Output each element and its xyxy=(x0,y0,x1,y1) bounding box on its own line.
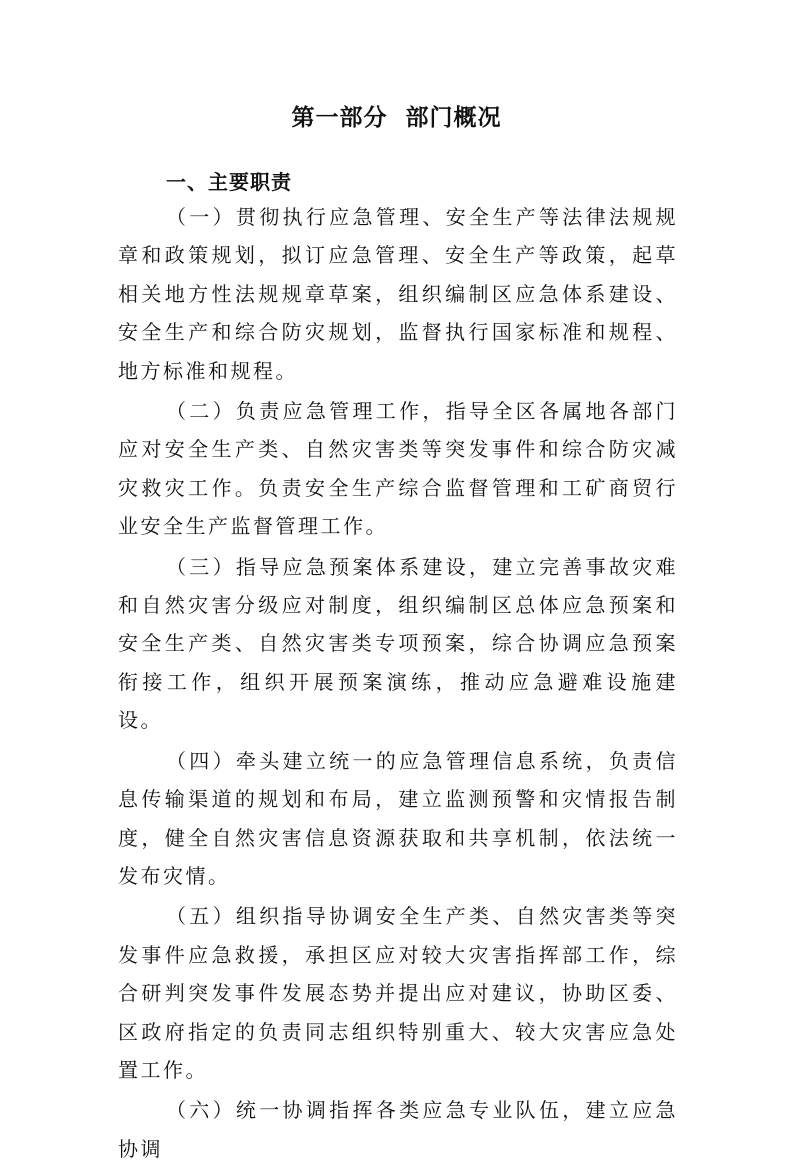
paragraph-duty-5: （五）组织指导协调安全生产类、自然灾害类等突发事件应急救援，承担区应对较大灾害指挥部工作，综合研判突发事件发展态势并提出应对建议，协助区委、区政府指定的负责同志组织特别重大、较大灾害应急处置工作。 xyxy=(118,904,678,1082)
paragraph-duty-2: （二）负责应急管理工作，指导全区各属地各部门应对安全生产类、自然灾害类等突发事件和综合防灾减灾救灾工作。负责安全生产综合监督管理和工矿商贸行业安全生产监督管理工作。 xyxy=(118,399,678,539)
paragraph-duty-3: （三）指导应急预案体系建设，建立完善事故灾难和自然灾害分级应对制度，组织编制区总体应急预案和安全生产类、自然灾害类专项预案，综合协调应急预案衔接工作，组织开展预案演练，推动应急避难设施建设。 xyxy=(118,554,678,733)
paragraph-duty-6: （六）统一协调指挥各类应急专业队伍，建立应急协调 xyxy=(118,1098,678,1161)
body-text xyxy=(118,198,678,1170)
part-title: 第一部分 部门概况 xyxy=(291,105,502,131)
section-heading: 一、主要职责 xyxy=(166,170,292,194)
paragraph-duty-1: （一）贯彻执行应急管理、安全生产等法律法规规章和政策规划，拟订应急管理、安全生产等政策，起草相关地方性法规规章草案，组织编制区应急体系建设、安全生产和综合防灾规划，监督执行国家标准和规程、地方标准和规程。 xyxy=(118,205,678,383)
paragraph-duty-4: （四）牵头建立统一的应急管理信息系统，负责信息传输渠道的规划和布局，建立监测预警和灾情报告制度，健全自然灾害信息资源获取和共享机制，依法统一发布灾情。 xyxy=(118,748,678,888)
